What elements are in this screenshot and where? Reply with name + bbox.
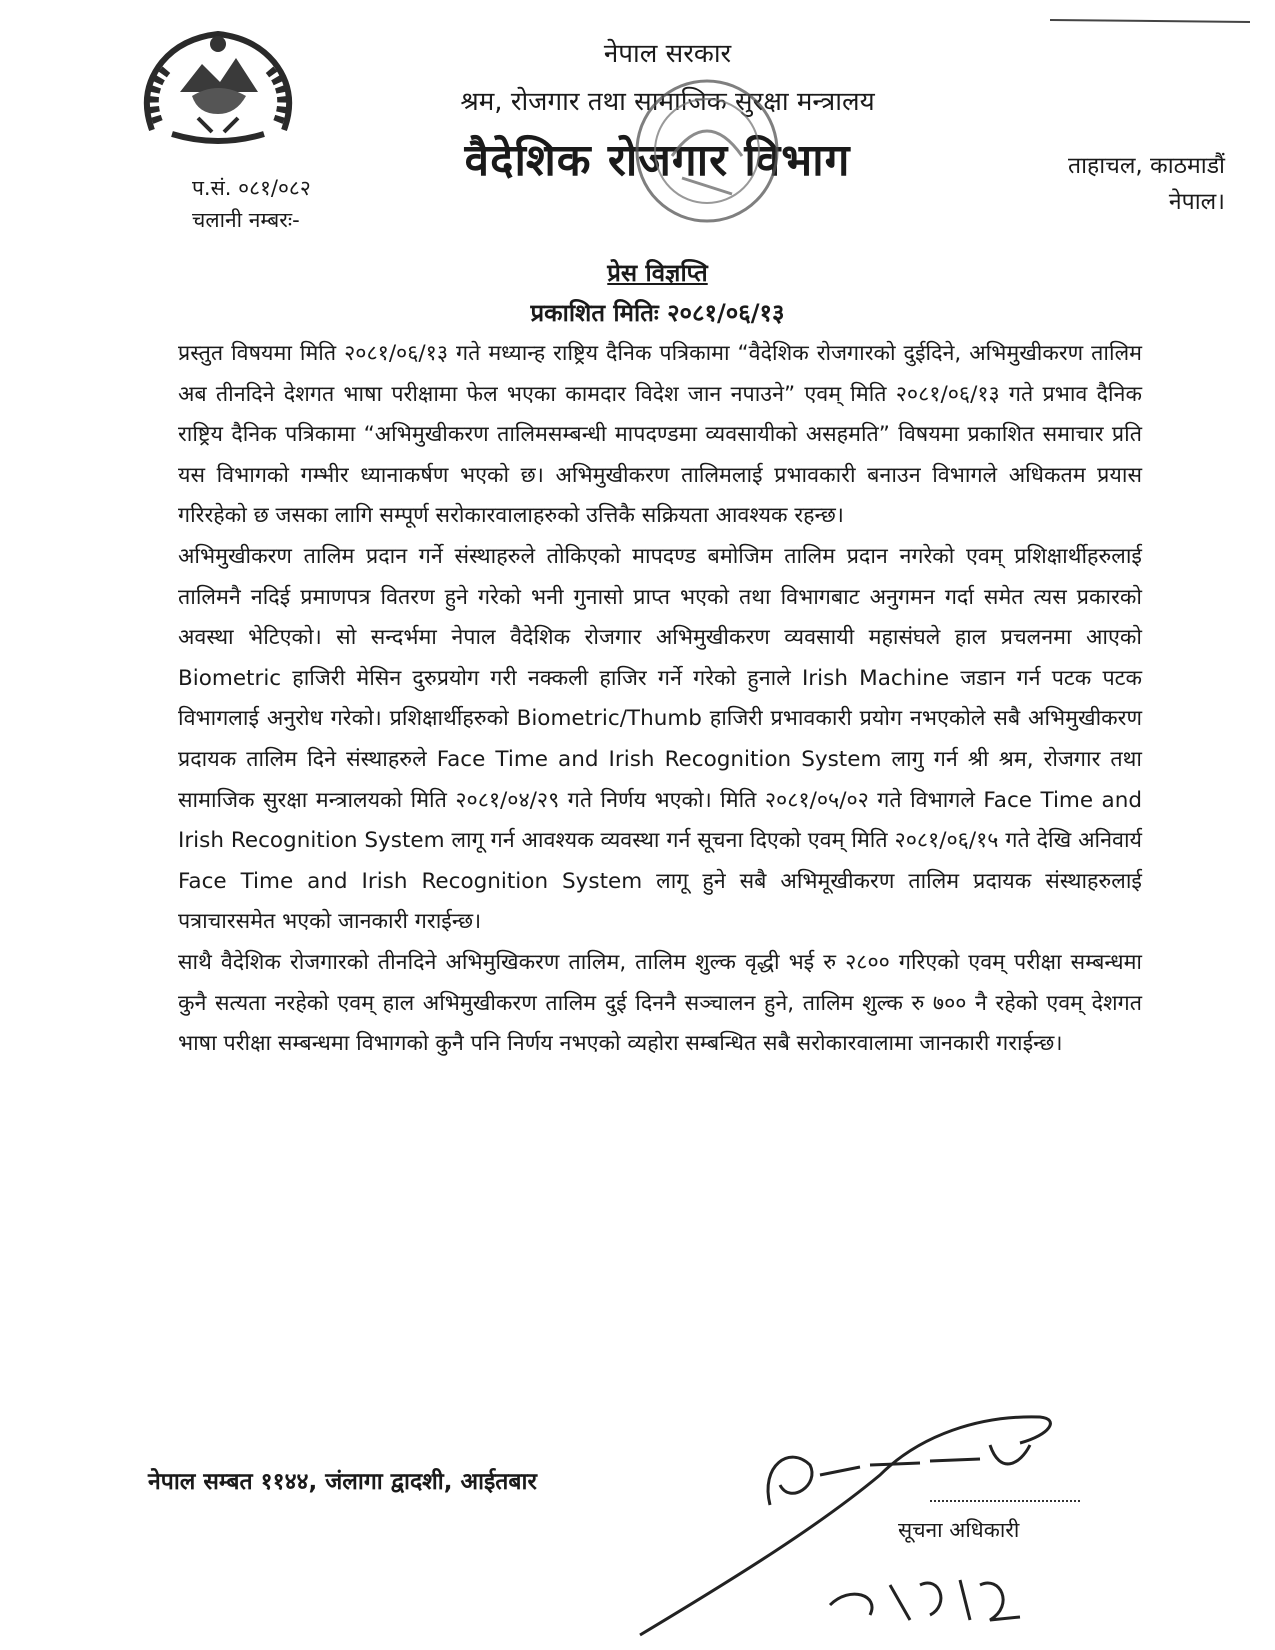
published-date: प्रकाशित मितिः २०८१/०६/१३ [530, 299, 785, 327]
address-line-1: ताहाचल, काठमाडौं [1067, 153, 1225, 179]
body-paragraph-2: अभिमुखीकरण तालिम प्रदान गर्ने संस्थाहरुले तोकिएको मापदण्ड बमोजिम तालिम प्रदान नगरेको एवम् प्रशिक्षार्थीहरुलाई तालिमनै नदिई प्रमाणपत्र वितरण हुने गरेको भनी गुनासो प्राप्त भएको तथा विभागबाट अनुगमन गर्दा समेत त्यस प्रकारको अवस्था भेटिएको। सो सन्दर्भमा नेपाल वैदेशिक रोजगार अभिमुखीकरण व्यवसायी महासंघले हाल प्रचलनमा आएको Biometric हाजिरी मेसिन दुरुप्रयोग गरी नक्कली हाजिर गर्ने गरेको हुनाले Irish Machine जडान गर्न पटक पटक विभागलाई अनुरोध गरेको। प्रशिक्षार्थीहरुको Biometric/Thumb हाजिरी प्रभावकारी प्रयोग नभएकोले सबै अभिमुखीकरण प्रदायक तालिम दिने संस्थाहरुले Face Time and Irish Recognition System लागु गर्न श्री श्रम, रोजगार तथा सामाजिक सुरक्षा मन्त्रालयको मिति २०८१/०४/२९ गते निर्णय भएको। मिति २०८१/०५/०२ गते विभागले Face Time and Irish Recognition System लागू गर्न आवश्यक व्यवस्था गर्न सूचना दिएको एवम् मिति २०८१/०६/१५ गते देखि अनिवार्य Face Time and Irish Recognition System लागू हुने सबै अभिमूखीकरण तालिम प्रदायक संस्थाहरुलाई पत्राचारसमेत भएको जानकारी गराईन्छ। [178, 543, 1142, 935]
government-name: नेपाल सरकार [603, 39, 732, 69]
department-name: वैदेशिक रोजगार विभाग [464, 135, 851, 186]
fiscal-year-label: प.सं. ०८१/०८२ [192, 176, 311, 200]
body-paragraph-3: साथै वैदेशिक रोजगारको तीनदिने अभिमुखिकरण तालिम, तालिम शुल्क वृद्धी भई रु २८०० गरिएको एवम् परीक्षा सम्बन्धमा कुनै सत्यता नरहेको एवम् हाल अभिमुखीकरण तालिम दुई दिननै सञ्चालन हुने, तालिम शुल्क रु ७०० नै रहेको एवम् देशगत भाषा परीक्षा सम्बन्धमा विभागको कुनै पनि निर्णय नभएको व्यहोरा सम्बन्धित सबै सरोकारवालामा जानकारी गराईन्छ। [178, 949, 1142, 1057]
address-line-2: नेपाल। [1168, 189, 1225, 215]
ministry-name: श्रम, रोजगार तथा सामाजिक सुरक्षा मन्त्रालय [460, 87, 875, 117]
press-release-body [178, 334, 1142, 1065]
dispatch-number-label: चलानी नम्बरः- [192, 208, 300, 232]
closing-date-line: नेपाल सम्बत ११४४, जंलागा द्वादशी, आईतबार [148, 1469, 537, 1495]
signatory-title: सूचना अधिकारी [898, 1518, 1020, 1542]
top-edge-line [1050, 19, 1250, 23]
press-release-title: प्रेस विज्ञप्ति [607, 259, 708, 287]
reference-block [192, 172, 311, 236]
signature-dotted-line [930, 1500, 1080, 1502]
handwritten-signature-icon [620, 1405, 1140, 1645]
office-seal-icon [612, 66, 802, 236]
body-paragraph-1: प्रस्तुत विषयमा मिति २०८१/०६/१३ गते मध्यान्ह राष्ट्रिय दैनिक पत्रिकामा “वैदेशिक रोजगारको दुईदिने, अभिमुखीकरण तालिम अब तीनदिने देशगत भाषा परीक्षामा फेल भएका कामदार विदेश जान नपाउने” एवम् मिति २०८१/०६/१३ गते प्रभाव दैनिक राष्ट्रिय दैनिक पत्रिकामा “अभिमुखीकरण तालिमसम्बन्धी मापदण्डमा व्यवसायीको असहमति” विषयमा प्रकाशित समाचार प्रति यस विभागको गम्भीर ध्यानाकर्षण भएको छ। अभिमुखीकरण तालिमलाई प्रभावकारी बनाउन विभागले अधिकतम प्रयास गरिरहेको छ जसका लागि सम्पूर्ण सरोकारवालाहरुको उत्तिकै सक्रियता आवश्यक रहन्छ। [178, 341, 1142, 529]
office-address [1068, 148, 1225, 220]
